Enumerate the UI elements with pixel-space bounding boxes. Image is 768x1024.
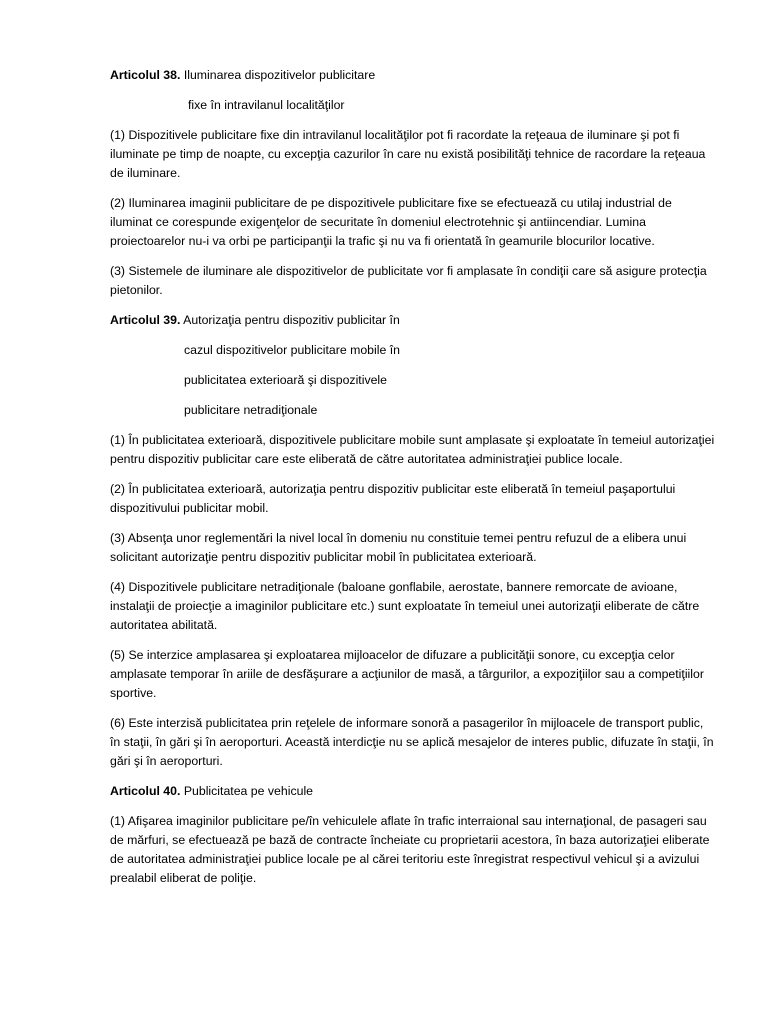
document-page xyxy=(110,66,715,899)
paragraph: (2) Iluminarea imaginii publicitare de pe dispozitivele publicitare fixe se efectuează cu utilaj industrial de iluminat ce corespunde exigenţelor de securitate în domeniul electrotehnic şi antiincendiar. Lumina proiectoarelor nu-i va orbi pe participanţii la trafic şi nu va fi orientată în geamurile blocurilor locative. xyxy=(110,196,672,248)
article-title-line: cazul dispozitivelor publicitare mobile în xyxy=(184,343,400,357)
article-38 xyxy=(110,66,715,300)
paragraph: (1) Afişarea imaginilor publicitare pe/în vehiculele aflate în trafic interraional sau internaţional, de pasageri sau de mărfuri, se efectuează pe bază de contracte încheiate cu proprietarii acestora, în baza autorizaţiei eliberate de autoritatea administraţiei publice locale pe al cărei teritoriu este înregistrat respectivul vehicul şi a avizului prealabil eliberat de poliţie. xyxy=(110,814,710,885)
article-heading xyxy=(110,782,715,801)
paragraph: (3) Absenţa unor reglementări la nivel local în domeniu nu constituie temei pentru refuzul de a elibera unui solicitant autorizaţie pentru dispozitiv publicitar mobil în publicitatea exterioară. xyxy=(110,531,687,564)
article-40 xyxy=(110,782,715,888)
article-heading xyxy=(110,66,715,85)
paragraph: (2) În publicitatea exterioară, autorizaţia pentru dispozitiv publicitar este eliberată în temeiul paşaportului dispozitivului publicitar mobil. xyxy=(110,482,676,515)
article-39 xyxy=(110,311,715,771)
paragraph: (6) Este interzisă publicitatea prin reţelele de informare sonoră a pasagerilor în mijloacele de transport public, în staţii, în gări şi în aeroporturi. Această interdicţie nu se aplică mesajelor de interes public, difuzate în staţii, în gări şi în aeroporturi. xyxy=(110,716,714,768)
article-title-line: publicitare netradiţionale xyxy=(184,403,318,417)
article-heading xyxy=(110,311,715,330)
article-number: Articolul 38. xyxy=(110,68,181,82)
article-number: Articolul 40. xyxy=(110,784,181,798)
article-number: Articolul 39. xyxy=(110,313,181,327)
paragraph: (1) În publicitatea exterioară, dispozitivele publicitare mobile sunt amplasate şi exploatate în temeiul autorizaţiei pentru dispozitiv publicitar care este eliberată de către autoritatea administraţiei publice locale. xyxy=(110,433,715,466)
article-title-line: fixe în intravilanul localităţilor xyxy=(188,98,345,112)
paragraph: (5) Se interzice amplasarea şi exploatarea mijloacelor de difuzare a publicităţii sonore, cu excepţia celor amplasate temporar în ariile de desfăşurare a acţiunilor de masă, a târgurilor, a expoziţiilor sau a competiţiilor sportive. xyxy=(110,648,704,700)
paragraph: (1) Dispozitivele publicitare fixe din intravilanul localităţilor pot fi racordate la reţeaua de iluminare şi pot fi iluminate pe timp de noapte, cu excepţia cazurilor în care nu există posibilităţi tehnice de racordare la reţeaua de iluminare. xyxy=(110,128,706,180)
article-title-line: Publicitatea pe vehicule xyxy=(183,784,314,798)
article-title-line: Iluminarea dispozitivelor publicitare xyxy=(183,68,376,82)
article-title-line: publicitatea exterioară şi dispozitivele xyxy=(184,373,388,387)
paragraph: (3) Sistemele de iluminare ale dispozitivelor de publicitate vor fi amplasate în condiţii care să asigure protecţia pietonilor. xyxy=(110,264,707,297)
article-title-line: Autorizaţia pentru dispozitiv publicitar în xyxy=(183,313,400,327)
paragraph: (4) Dispozitivele publicitare netradiţionale (baloane gonflabile, aerostate, bannere remorcate de avioane, instalaţii de proiecţie a imaginilor publicitare etc.) sunt exploatate în temeiul unei autorizaţii eliberate de către autoritatea abilitată. xyxy=(110,580,700,632)
